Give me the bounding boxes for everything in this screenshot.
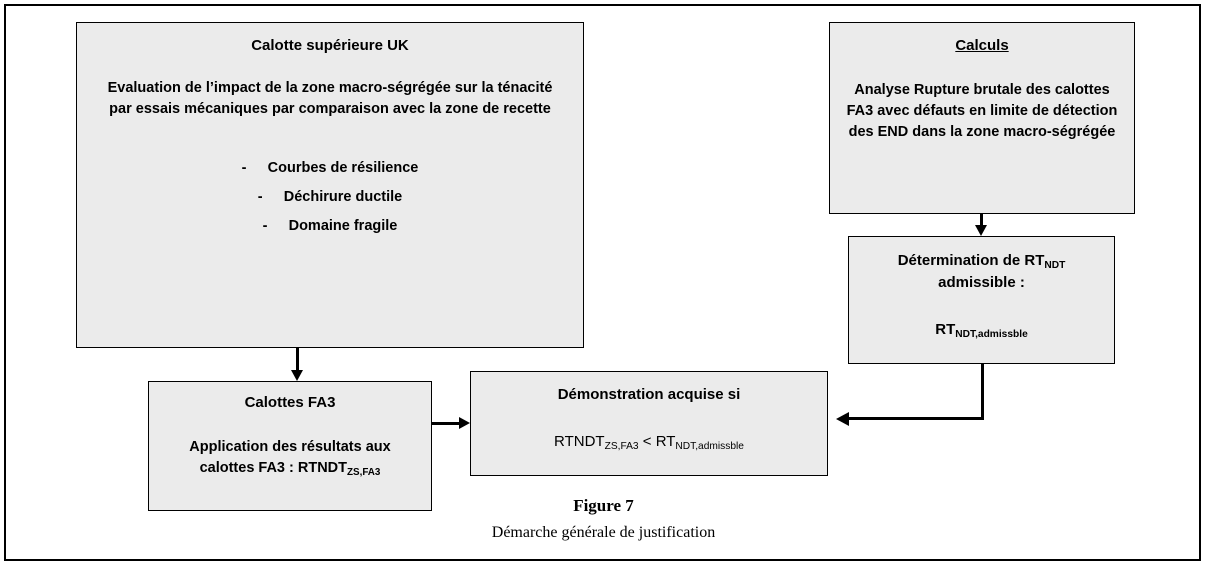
box-demo-formula-sub2: NDT,admissble	[675, 440, 744, 452]
box-calottes-fa3	[148, 381, 432, 511]
arrow-shaft	[432, 422, 460, 425]
box-calculs-body: Analyse Rupture brutale des calottes FA3 avec défauts en limite de détection des END dans la zone macro-ségrégée	[846, 81, 1118, 140]
bullet-dash-icon: -	[241, 159, 247, 176]
list-item-label: Déchirure ductile	[283, 188, 403, 205]
arrow-shaft-horizontal	[848, 417, 984, 420]
box-rtndt-value-text: RT	[935, 320, 956, 338]
arrow-uk-to-fa3-icon	[296, 348, 299, 381]
box-fa3-body-line2-text: calottes FA3 : RTNDT	[199, 459, 348, 476]
box-rtndt-value	[935, 321, 1027, 340]
box-uk-body: Evaluation de l’impact de la zone macro-ségrégée sur la ténacité par essais mécaniques par comparaison avec la zone de recette	[107, 79, 553, 117]
box-rtndt-line1-subscript: NDT	[1044, 259, 1066, 271]
box-uk-bullet-list	[242, 148, 419, 248]
figure-number: Figure 7	[573, 496, 634, 515]
box-demo-formula-sub1: ZS,FA3	[604, 440, 639, 452]
box-fa3-body-line2-subscript: ZS,FA3	[347, 466, 381, 478]
box-fa3-title: Calottes FA3	[244, 394, 336, 411]
box-demonstration-acquise	[470, 371, 828, 476]
box-demo-formula-mid: < RT	[638, 432, 676, 450]
arrow-head	[836, 412, 849, 426]
box-rtndt-line1	[898, 251, 1066, 293]
box-demo-formula-pre: RTNDT	[554, 432, 605, 450]
box-demo-title: Démonstration acquise si	[557, 386, 741, 403]
arrow-head	[975, 225, 987, 236]
box-rtndt-line2-text: admissible :	[938, 273, 1025, 291]
list-item	[242, 161, 419, 177]
arrow-head	[291, 370, 303, 381]
list-item-label: Courbes de résilience	[267, 159, 419, 176]
box-calotte-superieure-uk	[76, 22, 584, 348]
box-fa3-body	[189, 437, 390, 480]
bullet-dash-icon: -	[257, 188, 263, 205]
box-calculs	[829, 22, 1135, 214]
box-rtndt-value-subscript: NDT,admissble	[955, 328, 1028, 340]
bullet-dash-icon: -	[262, 217, 268, 234]
figure-subtitle: Démarche générale de justification	[491, 524, 716, 541]
arrow-fa3-to-demonstration-icon	[432, 422, 470, 425]
box-determination-rtndt-admissible	[848, 236, 1115, 364]
box-fa3-body-line1: Application des résultats aux	[189, 438, 391, 455]
box-demo-formula	[554, 431, 744, 455]
arrow-calculs-to-rtndt-icon	[980, 214, 983, 236]
list-item-label: Domaine fragile	[288, 217, 398, 234]
box-rtndt-line1-text: Détermination de RT	[897, 252, 1045, 269]
arrow-head	[459, 417, 470, 429]
box-uk-title: Calotte supérieure UK	[251, 37, 409, 54]
box-fa3-body-line2	[189, 458, 390, 480]
box-calculs-title: Calculs	[955, 37, 1009, 54]
arrow-shaft-vertical	[981, 364, 984, 420]
list-item	[242, 219, 419, 235]
list-item	[242, 190, 419, 206]
arrow-shaft	[296, 348, 299, 371]
arrow-rtndt-to-demonstration-icon	[836, 364, 984, 426]
figure-caption	[0, 496, 1207, 542]
